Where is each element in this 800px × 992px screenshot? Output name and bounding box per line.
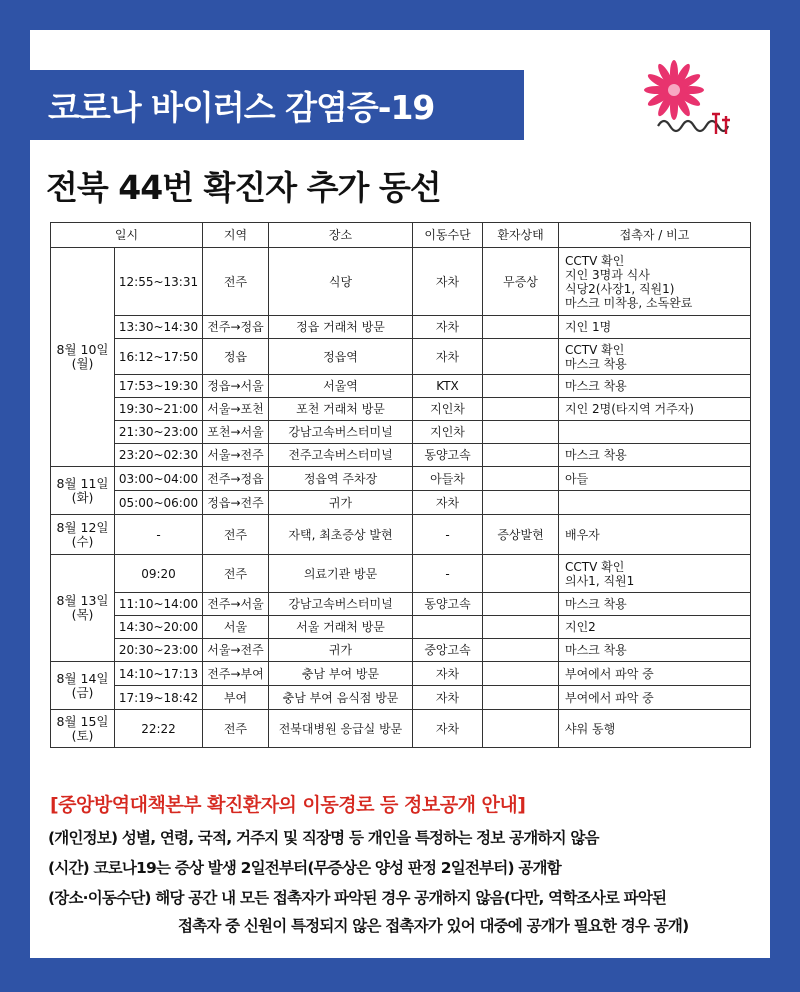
note-cell: 마스크 착용: [559, 444, 751, 467]
region-cell: 전주: [203, 515, 269, 555]
region-cell: 포천→서울: [203, 421, 269, 444]
column-header-note: 접촉자 / 비고: [559, 223, 751, 248]
table-row: [51, 710, 751, 748]
table-row: [51, 515, 751, 555]
place-cell: 충남 부여 방문: [269, 662, 413, 686]
transport-cell: 동양고속: [413, 593, 483, 616]
note-cell: 지인 2명(타지역 거주자): [559, 398, 751, 421]
status-cell: [483, 555, 559, 593]
status-cell: [483, 593, 559, 616]
notice-line-place: (장소·이동수단) 해당 공간 내 모든 접촉자가 파악된 경우 공개하지 않음(다만, 역학조사로 파악된: [48, 889, 667, 907]
time-cell: 14:10~17:13: [115, 662, 203, 686]
status-cell: 증상발현: [483, 515, 559, 555]
table-row: [51, 421, 751, 444]
notice-title: [중앙방역대책본부 확진환자의 이동경로 등 정보공개 안내]: [50, 794, 526, 816]
status-cell: [483, 639, 559, 662]
transport-cell: 자차: [413, 248, 483, 316]
time-cell: 14:30~20:00: [115, 616, 203, 639]
poster-card: [30, 30, 770, 958]
transport-cell: KTX: [413, 375, 483, 398]
transport-cell: 자차: [413, 710, 483, 748]
date-cell: 8월 10일 (월): [51, 248, 115, 467]
time-cell: 05:00~06:00: [115, 491, 203, 515]
note-cell: 샤워 동행: [559, 710, 751, 748]
time-cell: 19:30~21:00: [115, 398, 203, 421]
column-header-region: 지역: [203, 223, 269, 248]
note-cell: CCTV 확인 지인 3명과 식사 식당2(사장1, 직원1) 마스크 미착용, 소독완료: [559, 248, 751, 316]
table-row: [51, 555, 751, 593]
transport-cell: 중앙고속: [413, 639, 483, 662]
table-row: [51, 398, 751, 421]
table-row: [51, 375, 751, 398]
place-cell: 정읍역: [269, 339, 413, 375]
place-cell: 자택, 최초증상 발현: [269, 515, 413, 555]
column-header-transport: 이동수단: [413, 223, 483, 248]
date-cell: 8월 15일 (토): [51, 710, 115, 748]
place-cell: 서울 거래처 방문: [269, 616, 413, 639]
time-cell: -: [115, 515, 203, 555]
transport-cell: 동양고속: [413, 444, 483, 467]
time-cell: 20:30~23:00: [115, 639, 203, 662]
date-cell: 8월 11일 (화): [51, 467, 115, 515]
note-cell: 부여에서 파악 중: [559, 686, 751, 710]
transport-cell: 자차: [413, 339, 483, 375]
place-cell: 식당: [269, 248, 413, 316]
place-cell: 귀가: [269, 639, 413, 662]
table-row: [51, 467, 751, 491]
time-cell: 16:12~17:50: [115, 339, 203, 375]
transport-cell: -: [413, 555, 483, 593]
transport-cell: [413, 616, 483, 639]
note-cell: 마스크 착용: [559, 639, 751, 662]
place-cell: 정읍 거래처 방문: [269, 316, 413, 339]
notice-line-time: (시간) 코로나19는 증상 발생 2일전부터(무증상은 양성 판정 2일전부터) 공개함: [48, 859, 561, 877]
place-cell: 강남고속버스터미널: [269, 421, 413, 444]
time-cell: 22:22: [115, 710, 203, 748]
time-cell: 23:20~02:30: [115, 444, 203, 467]
status-cell: [483, 398, 559, 421]
column-header-datetime: 일시: [51, 223, 203, 248]
table-row: [51, 316, 751, 339]
place-cell: 서울역: [269, 375, 413, 398]
place-cell: 귀가: [269, 491, 413, 515]
region-cell: 전주→부여: [203, 662, 269, 686]
transport-cell: 자차: [413, 662, 483, 686]
region-cell: 정읍: [203, 339, 269, 375]
time-cell: 12:55~13:31: [115, 248, 203, 316]
table-body: [51, 248, 751, 748]
region-cell: 전주→정읍: [203, 467, 269, 491]
place-cell: 강남고속버스터미널: [269, 593, 413, 616]
status-cell: [483, 316, 559, 339]
time-cell: 17:53~19:30: [115, 375, 203, 398]
note-cell: 마스크 착용: [559, 375, 751, 398]
transport-cell: 지인차: [413, 398, 483, 421]
date-cell: 8월 12일 (수): [51, 515, 115, 555]
note-cell: [559, 421, 751, 444]
note-cell: 아들: [559, 467, 751, 491]
table-header-row: [51, 223, 751, 248]
table-row: [51, 616, 751, 639]
note-cell: [559, 491, 751, 515]
region-cell: 전주→정읍: [203, 316, 269, 339]
date-cell: 8월 13일 (목): [51, 555, 115, 662]
status-cell: [483, 686, 559, 710]
region-cell: 정읍→서울: [203, 375, 269, 398]
region-cell: 부여: [203, 686, 269, 710]
status-cell: [483, 662, 559, 686]
place-cell: 전주고속버스터미널: [269, 444, 413, 467]
transport-cell: 아들차: [413, 467, 483, 491]
note-cell: 배우자: [559, 515, 751, 555]
place-cell: 전북대병원 응급실 방문: [269, 710, 413, 748]
table-row: [51, 491, 751, 515]
table-row: [51, 444, 751, 467]
status-cell: [483, 467, 559, 491]
table-row: [51, 686, 751, 710]
status-cell: [483, 616, 559, 639]
transport-cell: 지인차: [413, 421, 483, 444]
status-cell: 무증상: [483, 248, 559, 316]
region-cell: 전주→서울: [203, 593, 269, 616]
time-cell: 09:20: [115, 555, 203, 593]
place-cell: 의료기관 방문: [269, 555, 413, 593]
notice-line-place-continued: 접촉자 중 신원이 특정되지 않은 접촉자가 있어 대중에 공개가 필요한 경우 공개): [178, 917, 689, 935]
table-row: [51, 248, 751, 316]
notice-line-personal-info: (개인정보) 성별, 연령, 국적, 거주지 및 직장명 등 개인을 특정하는 정보 공개하지 않음: [48, 829, 599, 847]
region-cell: 서울→전주: [203, 444, 269, 467]
status-cell: [483, 339, 559, 375]
jeonju-logo: [636, 54, 746, 144]
status-cell: [483, 710, 559, 748]
region-cell: 전주: [203, 555, 269, 593]
date-cell: 8월 14일 (금): [51, 662, 115, 710]
note-cell: 지인 1명: [559, 316, 751, 339]
region-cell: 정읍→전주: [203, 491, 269, 515]
note-cell: CCTV 확인 의사1, 직원1: [559, 555, 751, 593]
status-cell: [483, 444, 559, 467]
table-row: [51, 339, 751, 375]
region-cell: 전주: [203, 710, 269, 748]
region-cell: 전주: [203, 248, 269, 316]
transport-cell: -: [413, 515, 483, 555]
table-row: [51, 593, 751, 616]
transport-cell: 자차: [413, 316, 483, 339]
time-cell: 11:10~14:00: [115, 593, 203, 616]
transport-cell: 자차: [413, 686, 483, 710]
place-cell: 포천 거래처 방문: [269, 398, 413, 421]
time-cell: 13:30~14:30: [115, 316, 203, 339]
region-cell: 서울→포천: [203, 398, 269, 421]
note-cell: 지인2: [559, 616, 751, 639]
status-cell: [483, 491, 559, 515]
table-row: [51, 639, 751, 662]
place-cell: 충남 부여 음식점 방문: [269, 686, 413, 710]
time-cell: 21:30~23:00: [115, 421, 203, 444]
table-row: [51, 662, 751, 686]
status-cell: [483, 375, 559, 398]
note-cell: 부여에서 파악 중: [559, 662, 751, 686]
page-subtitle: 전북 44번 확진자 추가 동선: [46, 168, 441, 207]
transport-cell: 자차: [413, 491, 483, 515]
region-cell: 서울→전주: [203, 639, 269, 662]
status-cell: [483, 421, 559, 444]
place-cell: 정읍역 주차장: [269, 467, 413, 491]
time-cell: 17:19~18:42: [115, 686, 203, 710]
region-cell: 서울: [203, 616, 269, 639]
column-header-place: 장소: [269, 223, 413, 248]
column-header-status: 환자상태: [483, 223, 559, 248]
note-cell: 마스크 착용: [559, 593, 751, 616]
note-cell: CCTV 확인 마스크 착용: [559, 339, 751, 375]
time-cell: 03:00~04:00: [115, 467, 203, 491]
page-title: 코로나 바이러스 감염증-19: [30, 70, 524, 140]
route-table: [50, 222, 751, 748]
